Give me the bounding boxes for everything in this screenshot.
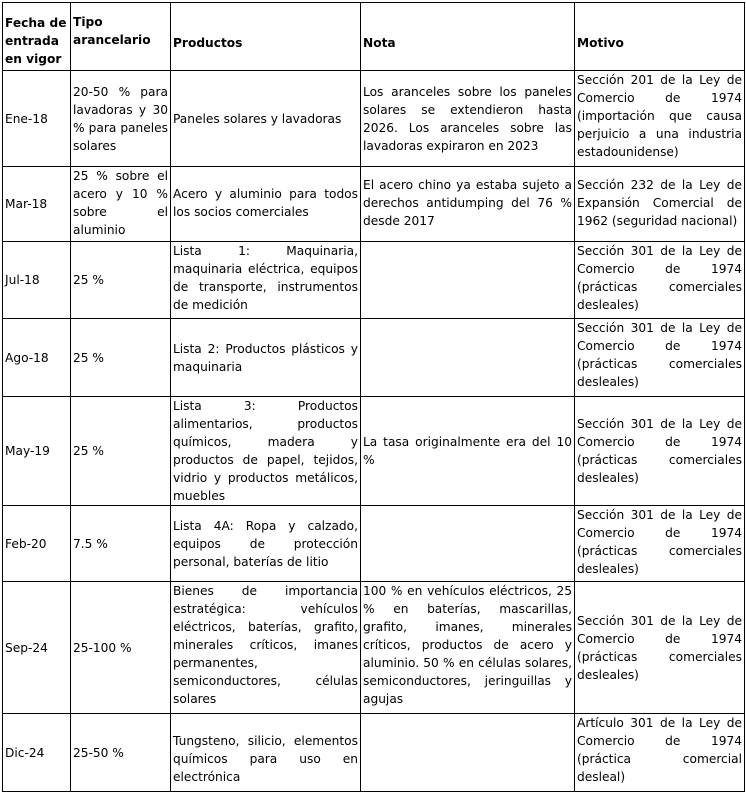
table-row [3, 71, 745, 167]
table-row [3, 506, 745, 582]
cell-motivo: Sección 201 de la Ley de Comercio de 1974 (importación que causa perjuicio a una industria estadounidense) [575, 71, 745, 167]
cell-motivo: Sección 301 de la Ley de Comercio de 1974 (prácticas comerciales desleales) [575, 397, 745, 506]
cell-productos: Acero y aluminio para todos los socios comerciales [171, 167, 361, 242]
cell-tipo: 25 % sobre el acero y 10 % sobre el aluminio [71, 167, 171, 242]
cell-nota [361, 714, 575, 792]
cell-productos: Tungsteno, silicio, elementos químicos para uso en electrónica [171, 714, 361, 792]
cell-tipo: 25 % [71, 397, 171, 506]
cell-tipo: 25-50 % [71, 714, 171, 792]
table-row [3, 319, 745, 397]
cell-productos: Bienes de importancia estratégica: vehículos eléctricos, baterías, grafito, minerales críticos, imanes permanentes, semiconductores, células solares [171, 582, 361, 714]
header-nota: Nota [361, 3, 575, 71]
tariff-table [2, 2, 745, 792]
cell-productos: Lista 4A: Ropa y calzado, equipos de protección personal, baterías de litio [171, 506, 361, 582]
cell-nota [361, 319, 575, 397]
cell-motivo: Artículo 301 de la Ley de Comercio de 1974 (práctica comercial desleal) [575, 714, 745, 792]
cell-productos: Lista 2: Productos plásticos y maquinaria [171, 319, 361, 397]
cell-fecha: Dic-24 [3, 714, 71, 792]
cell-tipo: 20-50 % para lavadoras y 30 % para paneles solares [71, 71, 171, 167]
table-row [3, 397, 745, 506]
table-row [3, 167, 745, 242]
table-row [3, 242, 745, 319]
cell-motivo: Sección 301 de la Ley de Comercio de 1974 (prácticas comerciales desleales) [575, 319, 745, 397]
cell-productos: Paneles solares y lavadoras [171, 71, 361, 167]
cell-fecha: Sep-24 [3, 582, 71, 714]
cell-nota: 100 % en vehículos eléctricos, 25 % en baterías, mascarillas, grafito, imanes, minerales críticos, productos de acero y aluminio. 50 % en células solares, semiconductores, jeringuillas y agujas [361, 582, 575, 714]
cell-motivo: Sección 232 de la Ley de Expansión Comercial de 1962 (seguridad nacional) [575, 167, 745, 242]
cell-nota: Los aranceles sobre los paneles solares se extendieron hasta 2026. Los aranceles sobre las lavadoras expiraron en 2023 [361, 71, 575, 167]
cell-fecha: Ago-18 [3, 319, 71, 397]
header-productos: Productos [171, 3, 361, 71]
cell-productos: Lista 1: Maquinaria, maquinaria eléctrica, equipos de transporte, instrumentos de medición [171, 242, 361, 319]
table-row [3, 582, 745, 714]
cell-fecha: Jul-18 [3, 242, 71, 319]
cell-nota: El acero chino ya estaba sujeto a derechos antidumping del 76 % desde 2017 [361, 167, 575, 242]
cell-productos: Lista 3: Productos alimentarios, productos químicos, madera y productos de papel, tejidos, vidrio y productos metálicos, muebles [171, 397, 361, 506]
cell-fecha: Mar-18 [3, 167, 71, 242]
cell-motivo: Sección 301 de la Ley de Comercio de 1974 (prácticas comerciales desleales) [575, 582, 745, 714]
cell-motivo: Sección 301 de la Ley de Comercio de 1974 (prácticas comerciales desleales) [575, 506, 745, 582]
cell-fecha: May-19 [3, 397, 71, 506]
cell-fecha: Feb-20 [3, 506, 71, 582]
header-tipo: Tipo arancelario [71, 3, 171, 71]
header-fecha: Fecha de entrada en vigor [3, 3, 71, 71]
cell-tipo: 7.5 % [71, 506, 171, 582]
cell-tipo: 25-100 % [71, 582, 171, 714]
cell-tipo: 25 % [71, 319, 171, 397]
header-row [3, 3, 745, 71]
cell-motivo: Sección 301 de la Ley de Comercio de 1974 (prácticas comerciales desleales) [575, 242, 745, 319]
cell-nota [361, 242, 575, 319]
table-row [3, 714, 745, 792]
cell-tipo: 25 % [71, 242, 171, 319]
cell-nota [361, 506, 575, 582]
header-motivo: Motivo [575, 3, 745, 71]
cell-fecha: Ene-18 [3, 71, 71, 167]
cell-nota: La tasa originalmente era del 10 % [361, 397, 575, 506]
